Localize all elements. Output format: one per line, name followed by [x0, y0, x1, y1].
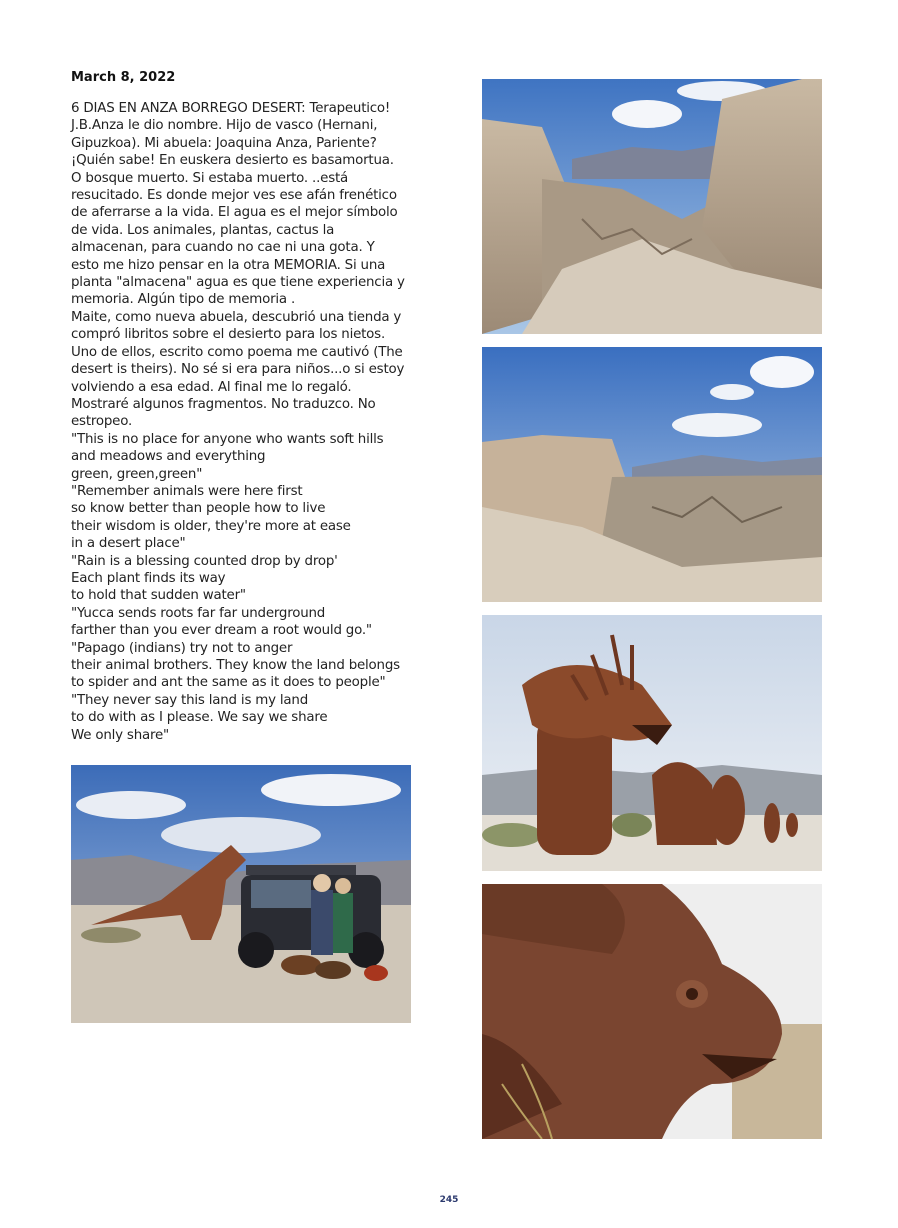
body-line: planta "almacena" agua es que tiene experiencia y — [71, 275, 405, 291]
photo-couple-with-jeep — [71, 765, 411, 1023]
photo-desert-canyon — [482, 79, 822, 334]
body-line: memoria. Algún tipo de memoria . — [71, 292, 296, 308]
photo-serpent-sculpture — [482, 615, 822, 871]
body-line: We only share" — [71, 727, 170, 743]
body-line: Mostraré algunos fragmentos. No traduzco. No — [71, 396, 376, 412]
body-line: de aferrarse a la vida. El agua es el mejor símbolo — [71, 205, 398, 221]
body-line: almacenan, para cuando no cae ni una gota. Y — [71, 240, 375, 256]
body-line: compró libritos sobre el desierto para los nietos. — [71, 327, 386, 343]
body-line: volviendo a esa edad. Al final me lo regaló. — [71, 379, 352, 395]
body-line: "Remember animals were here first — [71, 483, 303, 499]
body-line: Uno de ellos, escrito como poema me cautivó (The — [71, 344, 403, 360]
body-line: O bosque muerto. Si estaba muerto. ..está — [71, 170, 349, 186]
body-line: Each plant finds its way — [71, 570, 226, 586]
body-line: estropeo. — [71, 414, 133, 430]
body-line: esto me hizo pensar en la otra MEMORIA. Si una — [71, 257, 386, 273]
body-line: their animal brothers. They know the land belongs — [71, 658, 400, 673]
body-line: farther than you ever dream a root would go." — [71, 623, 372, 639]
body-line: so know better than people how to live — [71, 501, 326, 517]
body-line: and meadows and everything — [71, 449, 266, 465]
body-line: to spider and ant the same as it does to people" — [71, 675, 386, 691]
body-line: Maite, como nueva abuela, descubrió una tienda y — [71, 309, 402, 325]
body-line: their wisdom is older, they're more at ease — [71, 518, 351, 534]
body-line: to hold that sudden water" — [71, 588, 246, 604]
body-line: "They never say this land is my land — [71, 692, 309, 708]
body-line: "Papago (indians) try not to anger — [71, 640, 293, 656]
page-number: 245 — [439, 1195, 459, 1205]
body-line: Gipuzkoa). Mi abuela: Joaquina Anza, Pariente? — [71, 135, 377, 151]
body-line: J.B.Anza le dio nombre. Hijo de vasco (Hernani, — [71, 118, 378, 134]
body-line: "Rain is a blessing counted drop by drop' — [71, 553, 338, 569]
body-line: "This is no place for anyone who wants soft hills — [71, 431, 384, 447]
photo-desert-badlands — [482, 347, 822, 602]
photo-creature-sculpture — [482, 884, 822, 1139]
body-line: 6 DIAS EN ANZA BORREGO DESERT: Terapeutico! — [71, 101, 391, 116]
entry-body-text — [71, 100, 416, 744]
body-line: "Yucca sends roots far far underground — [71, 605, 326, 621]
body-line: resucitado. Es donde mejor ves ese afán frenético — [71, 188, 397, 204]
body-line: to do with as I please. We say we share — [71, 710, 328, 726]
body-line: ¡Quién sabe! En euskera desierto es basamortua. — [71, 153, 394, 169]
body-line: de vida. Los animales, plantas, cactus la — [71, 222, 335, 238]
body-line: in a desert place" — [71, 536, 186, 552]
entry-date: March 8, 2022 — [71, 70, 176, 85]
body-line: desert is theirs). No sé si era para niños...o si estoy — [71, 362, 405, 378]
body-line: green, green,green" — [71, 466, 203, 482]
